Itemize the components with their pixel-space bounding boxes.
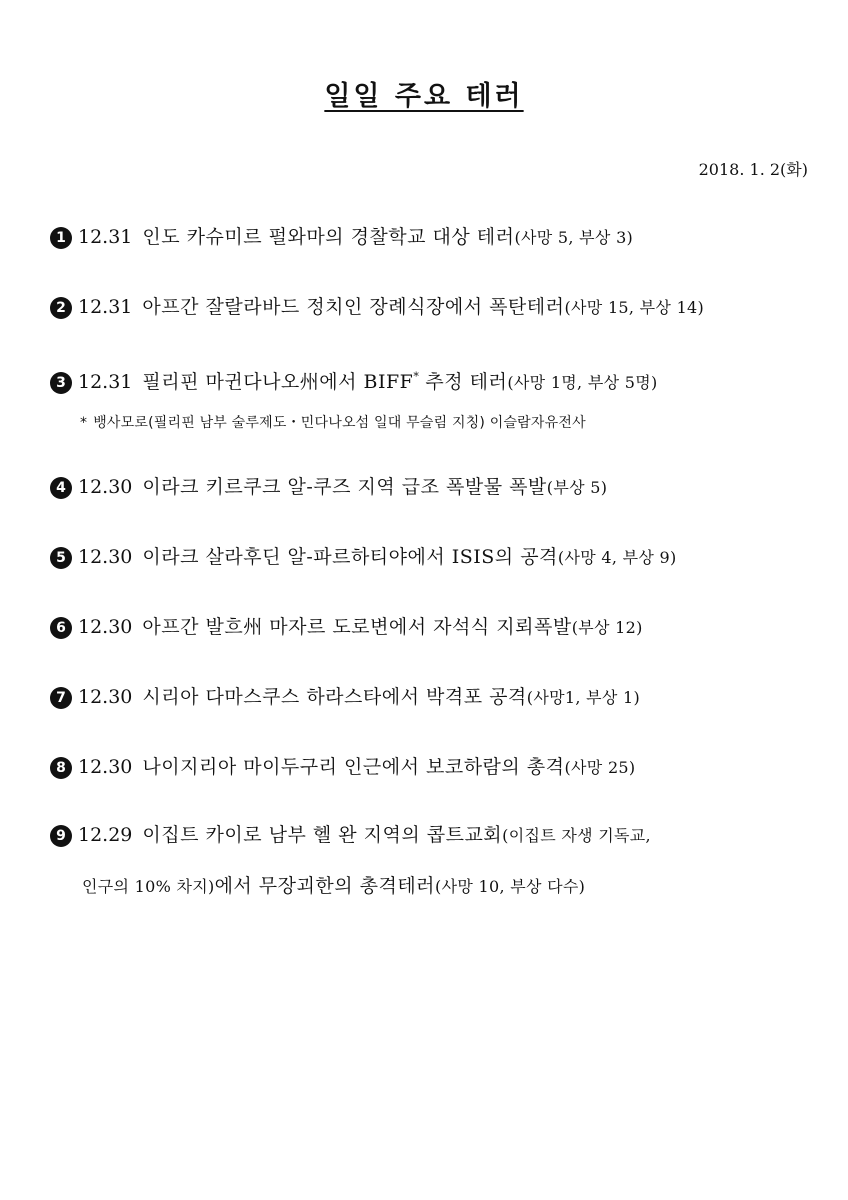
item-casualties: (부상 5) (546, 478, 608, 497)
item-description: 나이지리아 마이두구리 인근에서 보코하람의 총격 (142, 756, 565, 778)
item-casualties: (사망 1명, 부상 5명) (507, 373, 658, 392)
item-casualties: (사망 5, 부상 3) (514, 228, 634, 247)
item-casualties: (사망1, 부상 1) (526, 688, 641, 707)
number-badge: 9 (50, 825, 72, 847)
footnote (80, 412, 586, 432)
item-date: 12.30 (78, 476, 133, 498)
item-description: 이라크 살라후딘 알-파르하티야에서 ISIS의 공격 (142, 546, 558, 568)
item-casualties: (사망 10, 부상 다수) (435, 877, 586, 896)
footnote-marker: * (413, 370, 419, 383)
footnote-mark: * (80, 415, 88, 431)
item-description: 이집트 카이로 남부 헬 완 지역의 콥트교회 (142, 824, 503, 846)
list-item (50, 294, 818, 321)
item-description: 시리아 다마스쿠스 하라스타에서 박격포 공격 (142, 686, 527, 708)
item-date: 12.31 (78, 371, 133, 393)
number-badge: 3 (50, 372, 72, 394)
list-item (50, 614, 818, 641)
item-description: 인도 카슈미르 펄와마의 경찰학교 대상 테러 (142, 226, 515, 248)
list-item-continuation (82, 871, 585, 898)
list-item (50, 684, 818, 711)
number-badge: 6 (50, 617, 72, 639)
item-date: 12.31 (78, 296, 133, 318)
item-casualties: 인구의 10% 차지) (82, 877, 215, 896)
number-badge: 1 (50, 227, 72, 249)
list-item (50, 544, 818, 571)
item-description: 아프간 잘랄라바드 정치인 장례식장에서 폭탄테러 (142, 296, 565, 318)
list-item (50, 364, 818, 396)
item-description: 필리핀 마귄다나오州에서 BIFF (142, 371, 414, 393)
footnote-text: 뱅사모로(필리핀 남부 술루제도・민다나오섬 일대 무슬림 지칭) 이슬람자유전사 (93, 415, 586, 431)
item-description: 이라크 키르쿠크 알-쿠즈 지역 급조 폭발물 폭발 (142, 476, 547, 498)
page-title-text: 일일 주요 테러 (324, 81, 524, 112)
list-item (50, 754, 818, 781)
list-item (50, 822, 818, 849)
item-date: 12.31 (78, 226, 133, 248)
item-casualties: (부상 12) (571, 618, 643, 637)
item-date: 12.30 (78, 756, 133, 778)
item-casualties: (사망 15, 부상 14) (564, 298, 705, 317)
item-description: 아프간 발흐州 마자르 도로변에서 자석식 지뢰폭발 (142, 616, 572, 638)
item-casualties: (사망 4, 부상 9) (557, 548, 677, 567)
item-description-cont: 에서 무장괴한의 총격테러 (214, 875, 436, 897)
item-date: 12.30 (78, 686, 133, 708)
number-badge: 2 (50, 297, 72, 319)
number-badge: 8 (50, 757, 72, 779)
number-badge: 7 (50, 687, 72, 709)
item-casualties: (사망 25) (564, 758, 636, 777)
number-badge: 5 (50, 547, 72, 569)
number-badge: 4 (50, 477, 72, 499)
page-title (0, 74, 848, 113)
item-description-cont: 추정 테러 (418, 371, 508, 393)
item-date: 12.30 (78, 546, 133, 568)
report-date: 2018. 1. 2(화) (698, 160, 808, 179)
item-date: 12.29 (78, 824, 133, 846)
list-item (50, 224, 818, 251)
item-casualties: (이집트 자생 기독교, (502, 826, 651, 845)
list-item (50, 474, 818, 501)
item-date: 12.30 (78, 616, 133, 638)
